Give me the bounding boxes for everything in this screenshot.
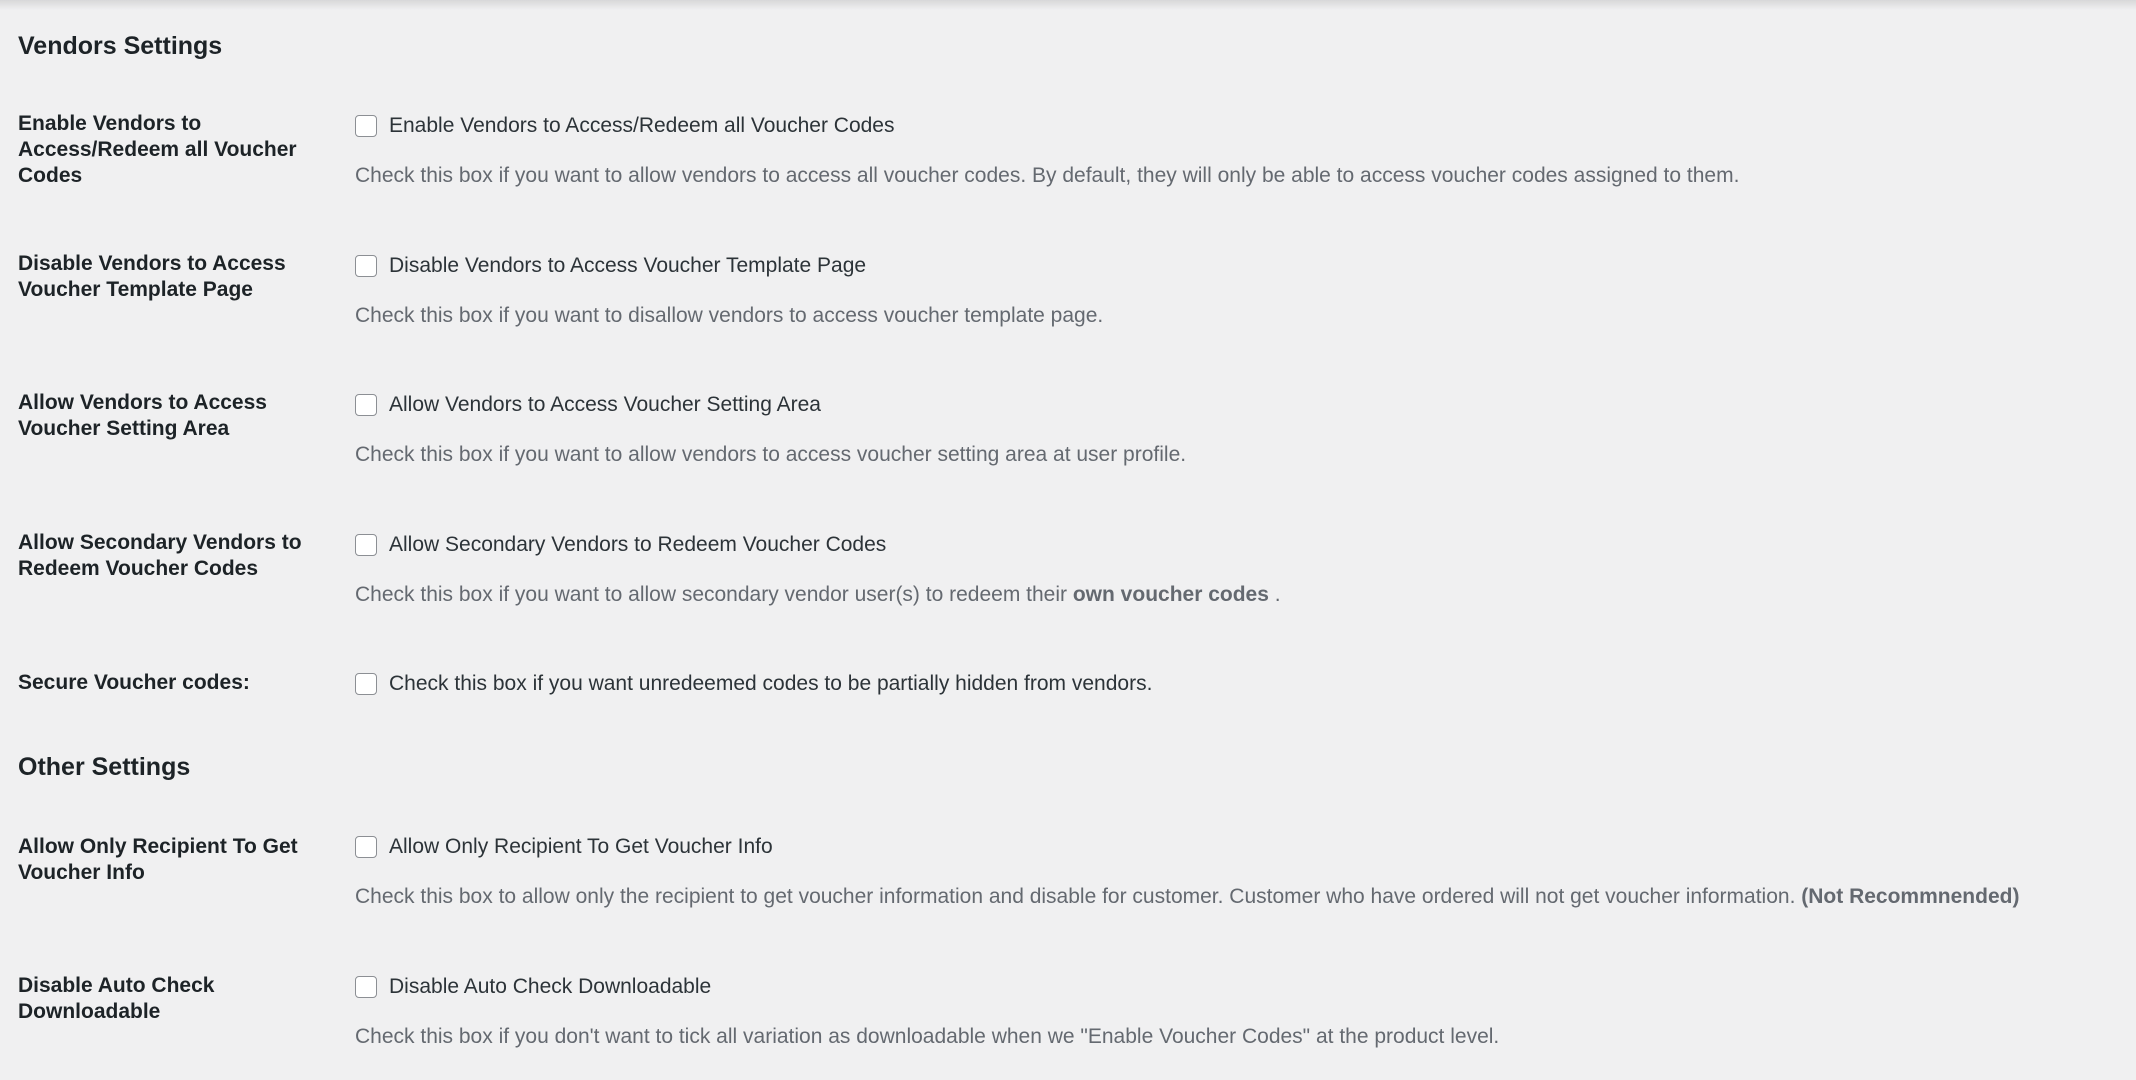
allow-secondary-vendors-checkbox[interactable] bbox=[355, 534, 377, 556]
disable-vendors-template-description: Check this box if you want to disallow vendors to access voucher template page. bbox=[355, 304, 1104, 327]
disable-vendors-template-label: Disable Vendors to Access Voucher Template Page bbox=[18, 252, 286, 301]
disable-vendors-template-field bbox=[355, 251, 2116, 331]
enable-vendors-access-field bbox=[355, 111, 2116, 191]
allow-vendors-setting-area-checkbox[interactable] bbox=[355, 394, 377, 416]
allow-vendors-setting-area-field bbox=[355, 390, 2116, 470]
own-voucher-codes-emphasis: own voucher codes bbox=[1072, 583, 1269, 606]
allow-secondary-vendors-option[interactable] bbox=[355, 530, 2116, 560]
allow-only-recipient-option[interactable] bbox=[355, 832, 2116, 862]
secure-voucher-codes-label: Secure Voucher codes: bbox=[18, 671, 250, 694]
secure-voucher-codes-checkbox-label[interactable]: Check this box if you want unredeemed codes to be partially hidden from vendors. bbox=[389, 672, 1153, 695]
allow-only-recipient-label: Allow Only Recipient To Get Voucher Info bbox=[18, 835, 298, 884]
disable-auto-check-downloadable-checkbox-label[interactable]: Disable Auto Check Downloadable bbox=[389, 975, 712, 998]
allow-only-recipient-description bbox=[355, 882, 2116, 912]
disable-auto-check-downloadable-option[interactable] bbox=[355, 972, 2116, 1002]
enable-vendors-access-checkbox-label[interactable]: Enable Vendors to Access/Redeem all Voucher Codes bbox=[389, 114, 895, 137]
disable-vendors-template-option[interactable] bbox=[355, 251, 2116, 281]
allow-secondary-vendors-description bbox=[355, 580, 2116, 610]
allow-only-recipient-field bbox=[355, 832, 2116, 912]
allow-vendors-setting-area-option[interactable] bbox=[355, 390, 2116, 420]
allow-secondary-vendors-description-text: Check this box if you want to allow secondary vendor user(s) to redeem their bbox=[355, 583, 1068, 606]
allow-only-recipient-checkbox-label[interactable]: Allow Only Recipient To Get Voucher Info bbox=[389, 835, 773, 858]
secure-voucher-codes-option[interactable] bbox=[355, 669, 2116, 699]
allow-secondary-vendors-checkbox-label[interactable]: Allow Secondary Vendors to Redeem Voucher Codes bbox=[389, 533, 887, 556]
enable-vendors-access-label: Enable Vendors to Access/Redeem all Voucher Codes bbox=[18, 112, 297, 187]
disable-auto-check-downloadable-field bbox=[355, 972, 2116, 1052]
allow-only-recipient-checkbox[interactable] bbox=[355, 836, 377, 858]
enable-vendors-access-description: Check this box if you want to allow vendors to access all voucher codes. By default, they will only be able to access voucher codes assigned to them. bbox=[355, 164, 1740, 187]
allow-secondary-vendors-description-end: . bbox=[1274, 583, 1281, 606]
other-settings-title: Other Settings bbox=[18, 753, 191, 781]
disable-auto-check-downloadable-description: Check this box if you don't want to tick all variation as downloadable when we "Enable Voucher Codes" at the product level. bbox=[355, 1025, 1500, 1048]
enable-vendors-access-option[interactable] bbox=[355, 111, 2116, 141]
not-recommended-note: (Not Recommnended) bbox=[1801, 885, 2020, 908]
allow-secondary-vendors-field bbox=[355, 530, 2116, 610]
disable-vendors-template-checkbox[interactable] bbox=[355, 255, 377, 277]
disable-vendors-template-checkbox-label[interactable]: Disable Vendors to Access Voucher Template Page bbox=[389, 254, 867, 277]
secure-voucher-codes-field bbox=[355, 669, 2116, 699]
allow-vendors-setting-area-label: Allow Vendors to Access Voucher Setting Area bbox=[18, 391, 267, 440]
vendors-settings-title: Vendors Settings bbox=[18, 32, 223, 60]
disable-auto-check-downloadable-label: Disable Auto Check Downloadable bbox=[18, 974, 215, 1023]
allow-vendors-setting-area-description: Check this box if you want to allow vendors to access voucher setting area at user profile. bbox=[355, 443, 1187, 466]
enable-vendors-access-checkbox[interactable] bbox=[355, 115, 377, 137]
disable-auto-check-downloadable-checkbox[interactable] bbox=[355, 976, 377, 998]
allow-vendors-setting-area-checkbox-label[interactable]: Allow Vendors to Access Voucher Setting Area bbox=[389, 393, 821, 416]
allow-only-recipient-description-text: Check this box to allow only the recipient to get voucher information and disable for customer. Customer who have ordered will not get voucher information. bbox=[355, 885, 1796, 908]
top-shadow bbox=[0, 0, 2136, 10]
allow-secondary-vendors-label: Allow Secondary Vendors to Redeem Voucher Codes bbox=[18, 531, 302, 580]
secure-voucher-codes-checkbox[interactable] bbox=[355, 673, 377, 695]
